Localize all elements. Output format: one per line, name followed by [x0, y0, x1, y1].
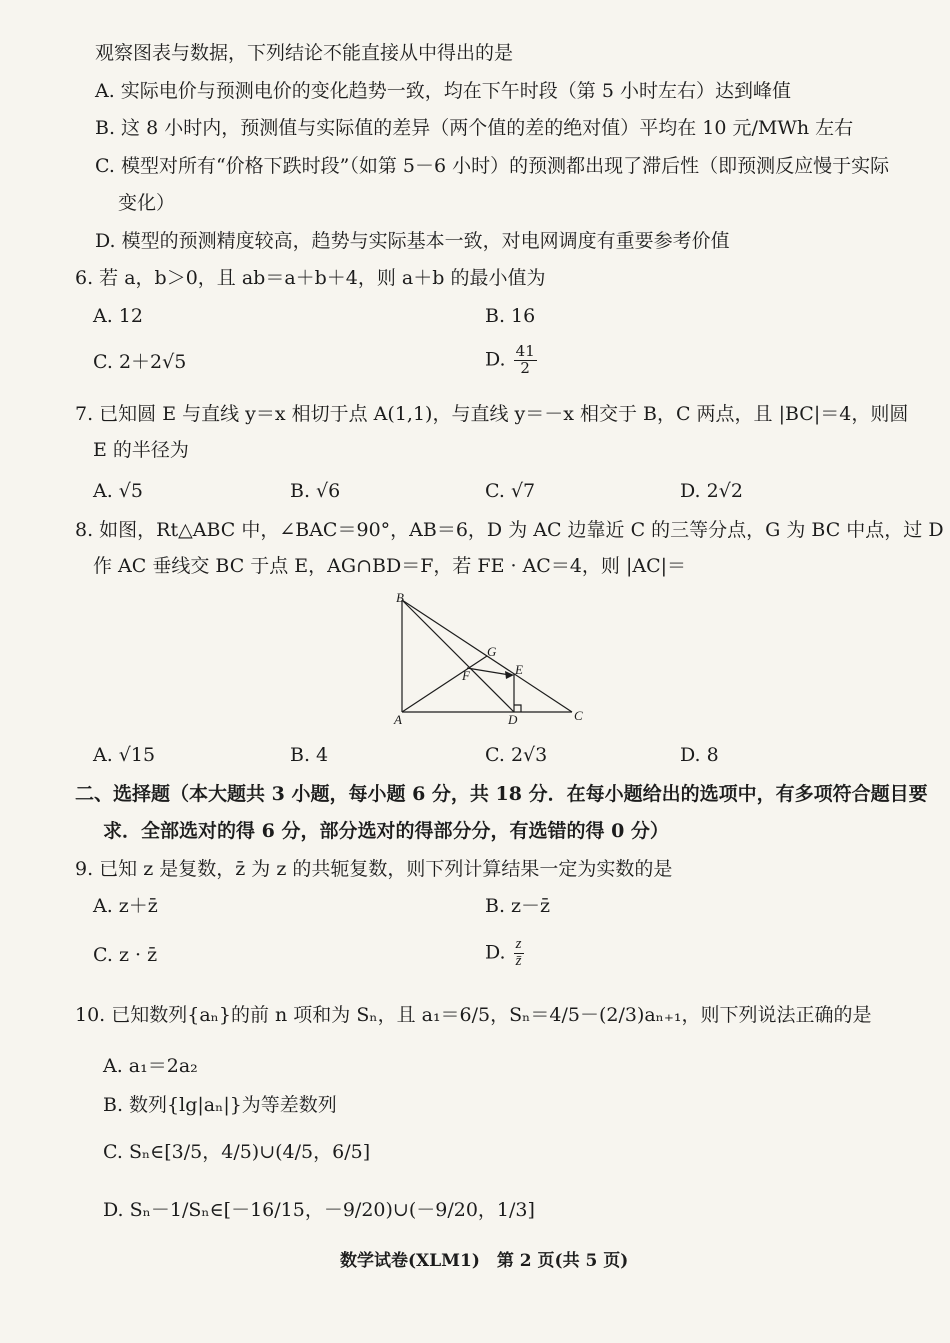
q10-option-c: C. Sₙ∈[3/5，4/5)∪(4/5，6/5] — [103, 1141, 371, 1163]
q6-option-c: C. 2＋2√5 — [93, 351, 187, 373]
q6-option-d — [485, 344, 539, 377]
label-g: G — [487, 644, 497, 659]
page-footer: 数学试卷(XLM1) 第 2 页(共 5 页) — [340, 1251, 629, 1271]
q6-option-d-denominator: 2 — [520, 358, 530, 377]
q6-option-a: A. 12 — [93, 305, 143, 327]
label-c: C — [574, 708, 583, 723]
segment-bd — [402, 600, 514, 712]
q9-stem: 9. 已知 z 是复数，z̄ 为 z 的共轭复数，则下列计算结果一定为实数的是 — [75, 858, 673, 880]
label-b: B — [396, 590, 404, 605]
q8-option-c: C. 2√3 — [485, 744, 548, 766]
label-e: E — [515, 662, 523, 677]
label-d: D — [508, 712, 518, 727]
q7-stem: 7. 已知圆 E 与直线 y＝x 相切于点 A(1,1)，与直线 y＝－x 相交于 B，C 两点，且 |BC|＝4，则圆 — [75, 403, 909, 425]
section-2-header-cont: 求．全部选对的得 6 分，部分选对的得部分分，有选错的得 0 分） — [103, 820, 669, 842]
q7-option-b: B. √6 — [290, 480, 341, 502]
q7-option-c: C. √7 — [485, 480, 536, 502]
triangle-figure — [380, 588, 600, 728]
q6-option-b: B. 16 — [485, 305, 536, 327]
q7-stem-cont: E 的半径为 — [93, 439, 189, 461]
q9-option-d-fraction — [514, 937, 524, 970]
q5-option-b: B. 这 8 小时内，预测值与实际值的差异（两个值的差的绝对值）平均在 10 元/MWh 左右 — [95, 117, 854, 139]
q5-option-a: A. 实际电价与预测电价的变化趋势一致，均在下午时段（第 5 小时左右）达到峰值 — [95, 80, 791, 102]
q8-stem: 8. 如图，Rt△ABC 中，∠BAC＝90°，AB＝6，D 为 AC 边靠近 C 的三等分点，G 为 BC 中点，过 D — [75, 519, 944, 541]
section-2-header: 二、选择题（本大题共 3 小题，每小题 6 分，共 18 分．在每小题给出的选项中，有多项符合题目要 — [75, 783, 928, 805]
q6-option-d-label: D. — [485, 348, 506, 371]
q9-option-d — [485, 937, 526, 970]
q6-option-d-numerator: 41 — [515, 342, 535, 360]
q6-option-d-fraction — [514, 344, 537, 377]
segment-ag — [402, 656, 487, 712]
q8-option-d: D. 8 — [680, 744, 719, 766]
q5-option-c: C. 模型对所有“价格下跌时段”（如第 5－6 小时）的预测都出现了滞后性（即预测反应慢于实际 — [95, 155, 890, 177]
q8-option-a: A. √15 — [93, 744, 156, 766]
q10-stem: 10. 已知数列{aₙ}的前 n 项和为 Sₙ，且 a₁＝6/5，Sₙ＝4/5－(2/3)aₙ₊₁，则下列说法正确的是 — [75, 1004, 872, 1026]
q6-stem: 6. 若 a，b＞0，且 ab＝a＋b＋4，则 a＋b 的最小值为 — [75, 267, 546, 289]
q9-option-d-denominator: z̄ — [515, 952, 522, 969]
q5-stem: 观察图表与数据，下列结论不能直接从中得出的是 — [95, 42, 514, 64]
q7-option-a: A. √5 — [93, 480, 143, 502]
q8-option-b: B. 4 — [290, 744, 329, 766]
q9-option-b: B. z－z̄ — [485, 895, 551, 917]
q9-option-d-label: D. — [485, 941, 506, 964]
q10-option-b: B. 数列{lg|aₙ|}为等差数列 — [103, 1094, 337, 1116]
q9-option-a: A. z＋z̄ — [93, 895, 158, 917]
q8-stem-cont: 作 AC 垂线交 BC 于点 E，AG∩BD＝F，若 FE · AC＝4，则 |AC|＝ — [93, 555, 687, 577]
q10-option-a: A. a₁＝2a₂ — [103, 1055, 198, 1077]
q9-option-c: C. z · z̄ — [93, 944, 158, 966]
q9-option-d-numerator: z — [515, 936, 522, 952]
label-a: A — [394, 712, 402, 727]
q7-option-d: D. 2√2 — [680, 480, 743, 502]
right-angle-mark — [514, 705, 521, 712]
q10-option-d: D. Sₙ－1/Sₙ∈[－16/15，－9/20)∪(－9/20，1/3] — [103, 1199, 535, 1221]
q5-option-d: D. 模型的预测精度较高，趋势与实际基本一致，对电网调度有重要参考价值 — [95, 230, 730, 252]
label-f: F — [462, 668, 470, 683]
q5-option-c-cont: 变化） — [118, 192, 176, 214]
